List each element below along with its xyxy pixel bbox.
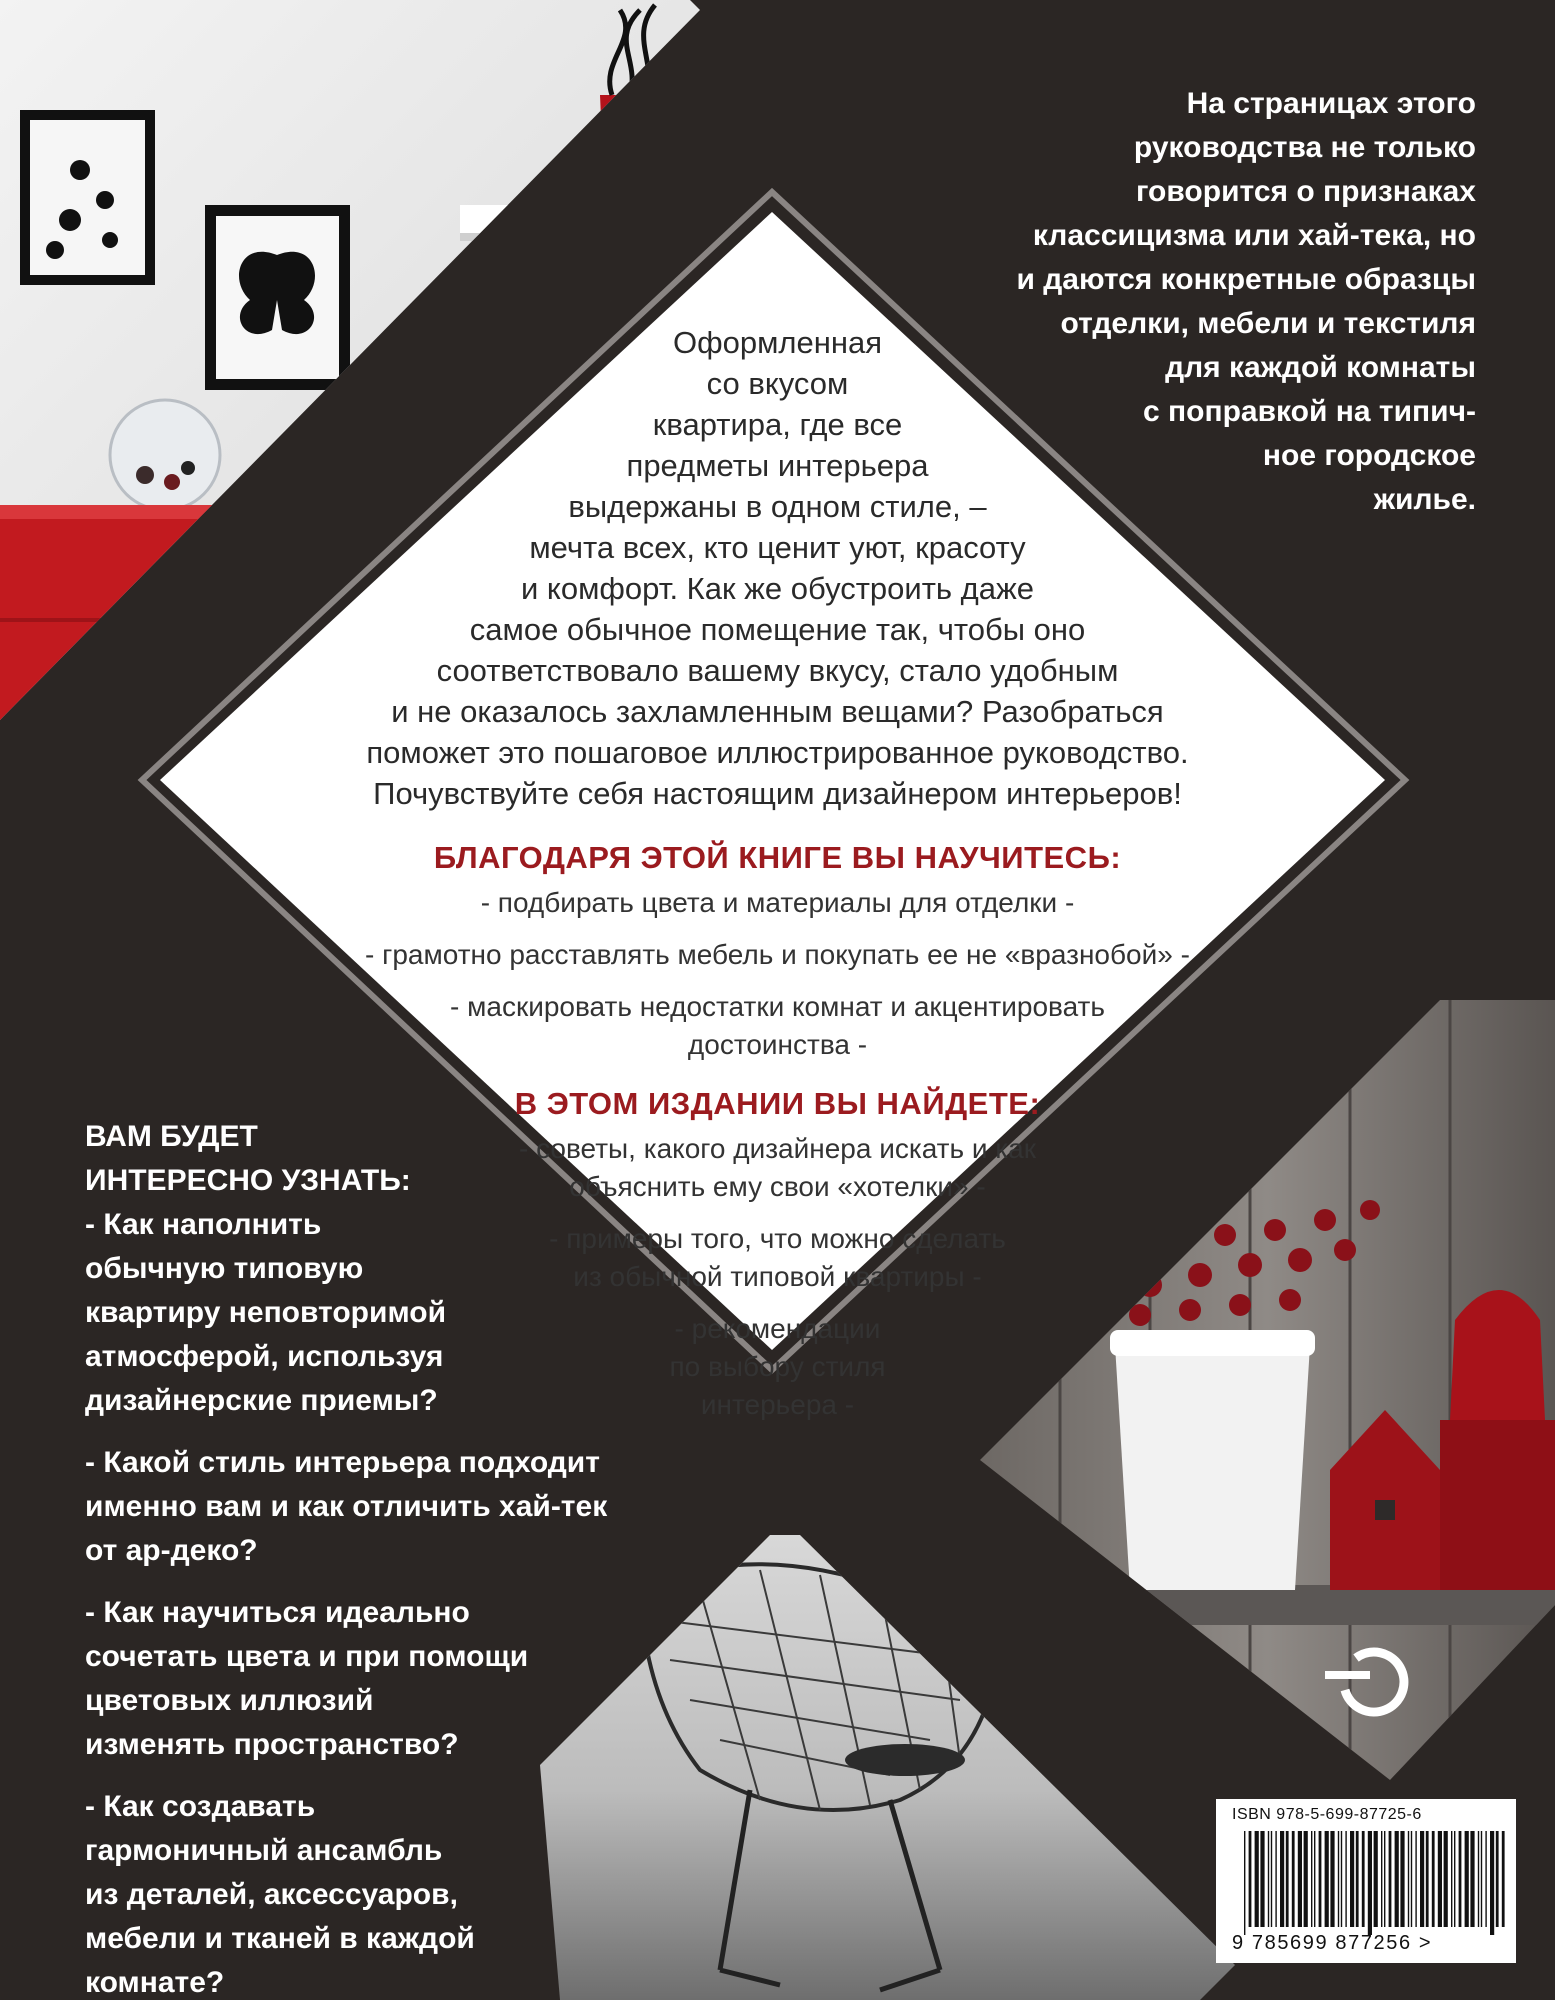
question-line: - Как научиться идеально bbox=[85, 1596, 470, 1629]
learn-item: - грамотно расставлять мебель и покупать ее не «вразнобой» - bbox=[365, 939, 1190, 970]
question-1 bbox=[85, 1203, 605, 1423]
learn-heading: БЛАГОДАРЯ ЭТОЙ КНИГЕ ВЫ НАУЧИТЕСЬ: bbox=[433, 840, 1122, 875]
intro-line: и не оказалось захламленным вещами? Разобраться bbox=[391, 694, 1164, 729]
intro-line: со вкусом bbox=[706, 366, 849, 401]
find-item-continued: объяснить ему свои «хотелки» - bbox=[569, 1171, 986, 1202]
question-line: сочетать цвета и при помощи bbox=[85, 1640, 529, 1673]
find-item-continued: интерьера - bbox=[700, 1389, 855, 1420]
learn-item: - подбирать цвета и материалы для отделки - bbox=[480, 887, 1075, 918]
intro-line: самое обычное помещение так, чтобы оно bbox=[469, 612, 1086, 647]
learn-list bbox=[250, 884, 1305, 1064]
intro-line: поможет это пошаговое иллюстрированное руководство. bbox=[366, 735, 1189, 770]
intro-line: квартира, где все bbox=[652, 407, 903, 442]
question-line: изменять пространство? bbox=[85, 1728, 459, 1761]
text-line: с поправкой на типич- bbox=[1142, 395, 1476, 428]
intro-line: выдержаны в одном стиле, – bbox=[568, 489, 987, 524]
question-3 bbox=[85, 1591, 605, 1767]
question-line: комнате? bbox=[85, 1966, 225, 1999]
bottom-center-photo bbox=[540, 1535, 1240, 2000]
question-line: квартиру неповторимой bbox=[85, 1296, 447, 1329]
question-line: - Как создавать bbox=[85, 1790, 316, 1823]
intro-line: и комфорт. Как же обустроить даже bbox=[521, 571, 1034, 606]
find-item-continued: по выбору стиля bbox=[669, 1351, 886, 1382]
question-4 bbox=[85, 1785, 605, 2000]
find-item: - примеры того, что можно сделать bbox=[549, 1223, 1006, 1254]
find-item-continued: из обычной типовой квартиры - bbox=[573, 1261, 982, 1292]
isbn-label: ISBN 978-5-699-87725-6 bbox=[1232, 1806, 1422, 1823]
barcode-digits: 9 785699 877256 > bbox=[1232, 1932, 1433, 1954]
find-heading: В ЭТОМ ИЗДАНИИ ВЫ НАЙДЕТЕ: bbox=[514, 1086, 1041, 1121]
find-item: - рекомендации bbox=[674, 1313, 881, 1344]
text-line: ное городское bbox=[1262, 439, 1476, 472]
left-heading-line: ВАМ БУДЕТ bbox=[85, 1120, 258, 1153]
text-line: жилье. bbox=[1373, 483, 1476, 516]
learn-item-continued: достоинства - bbox=[687, 1029, 868, 1060]
question-line: обычную типовую bbox=[85, 1252, 364, 1285]
intro-line: соответствовало вашему вкусу, стало удобным bbox=[436, 653, 1119, 688]
text-line: На страницах этого bbox=[1186, 87, 1476, 120]
text-line: говорится о признаках bbox=[1135, 175, 1476, 208]
question-line: от ар-деко? bbox=[85, 1534, 258, 1567]
left-questions-block bbox=[85, 1115, 608, 2000]
intro-line: мечта всех, кто ценит уют, красоту bbox=[529, 530, 1026, 565]
question-line: именно вам и как отличить хай-тек bbox=[85, 1490, 608, 1523]
text-line: руководства не только bbox=[1133, 131, 1476, 164]
intro-paragraph bbox=[250, 322, 1305, 814]
intro-line: предметы интерьера bbox=[626, 448, 929, 483]
question-line: атмосферой, используя bbox=[85, 1340, 444, 1373]
question-line: мебели и тканей в каждой bbox=[85, 1922, 475, 1955]
question-line: - Как наполнить bbox=[85, 1208, 322, 1241]
intro-line: Оформленная bbox=[672, 325, 882, 360]
text-line: классицизма или хай-тека, но bbox=[1032, 219, 1476, 252]
text-line: для каждой комнаты bbox=[1165, 351, 1476, 384]
learn-item: - маскировать недостатки комнат и акцентировать bbox=[450, 991, 1105, 1022]
question-line: дизайнерские приемы? bbox=[85, 1384, 438, 1417]
question-line: гармоничный ансамбль bbox=[85, 1834, 443, 1867]
question-line: из деталей, аксессуаров, bbox=[85, 1878, 458, 1911]
left-heading-line: ИНТЕРЕСНО УЗНАТЬ: bbox=[85, 1164, 411, 1197]
question-line: цветовых иллюзий bbox=[85, 1684, 374, 1717]
find-item: - советы, какого дизайнера искать и как bbox=[519, 1133, 1036, 1164]
text-line: и даются конкретные образцы bbox=[1016, 263, 1476, 296]
question-2 bbox=[85, 1441, 608, 1573]
text-line: отделки, мебели и текстиля bbox=[1060, 307, 1476, 340]
intro-line: Почувствуйте себя настоящим дизайнером интерьеров! bbox=[373, 776, 1182, 811]
question-line: - Какой стиль интерьера подходит bbox=[85, 1446, 600, 1479]
